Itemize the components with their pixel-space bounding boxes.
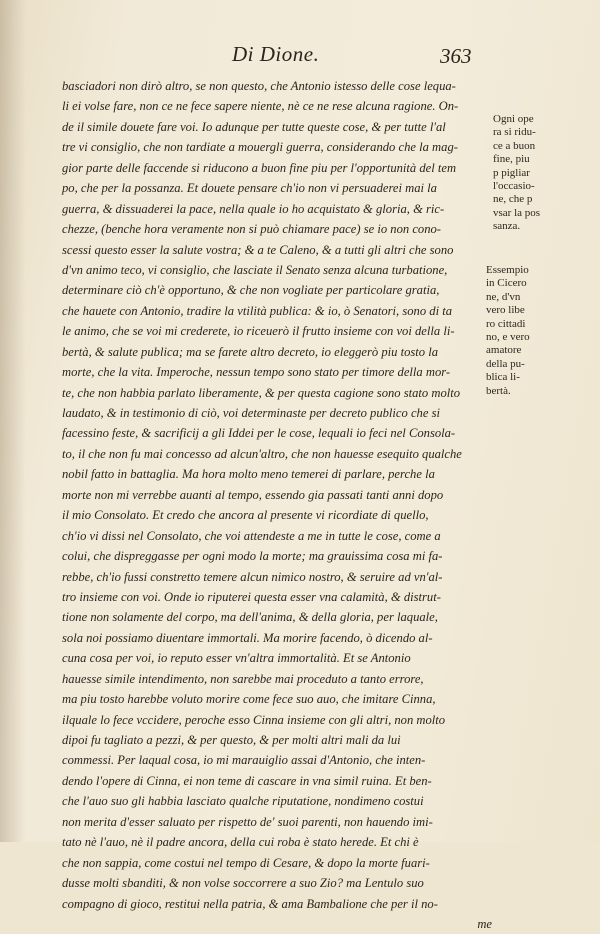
margin-note-line: della pu- (486, 357, 525, 370)
text-line: dipoi fu tagliato a pezzi, & per questo, & per molti altri mali da lui (62, 733, 401, 747)
text-line: che non sappia, come costui nel tempo di Cesare, & dopo la morte fuari- (62, 855, 430, 870)
margin-note-line: amatore (486, 344, 522, 357)
text-line: colui, che dispreggasse per ogni modo la morte; ma grauissima cosa mi fa- (62, 549, 443, 564)
margin-note-line: Essempio (486, 264, 529, 276)
margin-note-line: bertà. (486, 384, 511, 397)
margin-note-cicero (486, 264, 564, 398)
text-line: le animo, che se voi mi crederete, io riceuerò il frutto insieme con voi della li- (62, 324, 455, 339)
margin-note-line: in Cicero (486, 277, 527, 290)
margin-note-line: sanza. (493, 220, 521, 233)
margin-note-line: ra si ridu- (493, 126, 536, 139)
text-line: de il simile douete fare voi. Io adunque per tutte queste cose, & per tutte l'al (62, 119, 446, 134)
text-line: to, il che non fu mai concesso ad alcun'altro, che non hauesse esequito qualche (62, 446, 462, 461)
text-line: morte non mi verrebbe auanti al tempo, essendo gia passati tanti anni dopo (62, 487, 444, 502)
text-line: compagno di gioco, restitui nella patria, & ama Bambalione che per il no- (62, 896, 438, 911)
spine-shadow (0, 0, 26, 842)
text-line: ma piu tosto harebbe voluto morire come fece suo auo, che imitare Cinna, (62, 692, 436, 707)
text-line: facessino feste, & sacrificij a gli Iddei per le cose, lequali io feci nel Consola- (62, 426, 456, 441)
text-line: basciadori non dirò altro, se non questo, che Antonio istesso delle cose lequa- (62, 79, 456, 93)
text-line: sola noi possiamo diuentare immortali. Ma morire facendo, ò dicendo al- (62, 630, 433, 645)
text-line: nobil fatto in battaglia. Ma hora molto meno temerei di parlare, perche la (62, 467, 435, 482)
running-head: Di Dione. (232, 42, 320, 66)
margin-note-line: ne, che p (493, 193, 533, 206)
text-line: te, che non habbia parlato liberamente, & per questa cagione sono stato molto (62, 385, 461, 400)
catchword: me (477, 916, 492, 931)
margin-note-line: Ogni ope (493, 113, 534, 125)
text-line: rebbe, ch'io fussi constretto temere alcun nimico nostro, & seruire ad vn'al- (62, 569, 443, 584)
text-line: il mio Consolato. Et credo che ancora al presente vi ricordiate di quello, (62, 508, 429, 523)
text-line: tione non solamente del corpo, ma dell'anima, & della gloria, per laquale, (62, 610, 438, 625)
text-line: che hauete con Antonio, tradire la vtilità publica: & io, ò Senatori, sono di ta (62, 303, 453, 318)
text-line: d'vn animo teco, vi consiglio, che lasciate il Senato senza alcuna turbatione, (62, 262, 448, 277)
text-line: commessi. Per laqual cosa, io mi marauiglio assai d'Antonio, che inten- (62, 753, 426, 768)
margin-note-line: vero libe (486, 304, 525, 317)
margin-note-line: blica li- (486, 371, 520, 384)
text-line: ilquale lo fece vccidere, peroche esso Cinna insieme con gli altri, non molto (62, 712, 446, 727)
margin-note-line: ro cittadi (486, 317, 526, 330)
text-line: che l'auo suo gli habbia lasciato qualche riputatione, nondimeno costui (62, 794, 424, 809)
page-number: 363 (440, 44, 472, 68)
margin-note-line: l'occasio- (493, 180, 535, 193)
margin-note-line: fine, piu (493, 153, 530, 166)
text-line: bertà, & salute publica; ma se farete altro decreto, io eleggerò piu tosto la (62, 344, 439, 359)
text-line: dendo l'opere di Cinna, ei non teme di cascare in vna simil ruina. Et ben- (62, 773, 432, 788)
text-line: guerra, & dissuaderei la pace, nella quale io ho acquistato & gloria, & ric- (62, 201, 445, 216)
text-line: non merita d'esser saluato per rispetto de' suoi parenti, non hauendo imi- (62, 814, 433, 829)
text-line: tro insieme con voi. Onde io riputerei questa esser vna calamità, & distrut- (62, 589, 441, 604)
text-line: gior parte delle faccende si riducono a buon fine piu per l'opportunità del tem (62, 160, 457, 175)
margin-note-line: ne, d'vn (486, 290, 521, 303)
margin-note-line: vsar la pos (493, 206, 541, 219)
text-line: li ei volse fare, non ce ne fece sapere niente, nè ce ne rese alcuna ragione. On- (62, 99, 459, 114)
text-line: dusse molti sbanditi, & non volse soccorrere a suo Zio? ma Lentulo suo (62, 876, 424, 891)
text-line: ch'io vi dissi nel Consolato, che voi attendeste a me in tutte le cose, come a (62, 528, 441, 543)
text-line: tre vi consiglio, che non tardiate a mouergli guerra, considerando che la mag- (62, 140, 458, 155)
text-line: cuna cosa per voi, io reputo esser vn'altra immortalità. Et se Antonio (62, 651, 411, 666)
text-line: hauesse simile intendimento, non sarebbe mai proceduto a tanto errore, (62, 671, 424, 686)
text-line: laudato, & in testimonio di ciò, voi determinaste per decreto publico che si (62, 406, 440, 420)
text-line: po, che per la possanza. Et douete pensare ch'io non vi persuaderei mai la (62, 181, 437, 196)
text-line: chezze, (benche hora veramente non si può chiamare pace) se io non cono- (62, 222, 441, 237)
text-line: scessi questo esser la salute vostra; & a te Caleno, & a tutti gli altri che sono (62, 242, 454, 257)
text-line: morte, che la vita. Imperoche, nessun tempo sono stato per timore della mor- (62, 365, 451, 380)
margin-note-line: no, e vero (486, 331, 530, 344)
margin-note-line: p pigliar (493, 166, 530, 179)
margin-note-opportunity (493, 113, 571, 234)
text-line: determinare ciò ch'è opportuno, & che non vogliate per particolare gratia, (62, 283, 440, 298)
text-line: tato nè l'auo, nè il padre ancora, della cui roba è stato herede. Et chi è (62, 835, 419, 850)
margin-note-line: ce a buon (493, 139, 536, 152)
main-text-column (62, 76, 494, 934)
